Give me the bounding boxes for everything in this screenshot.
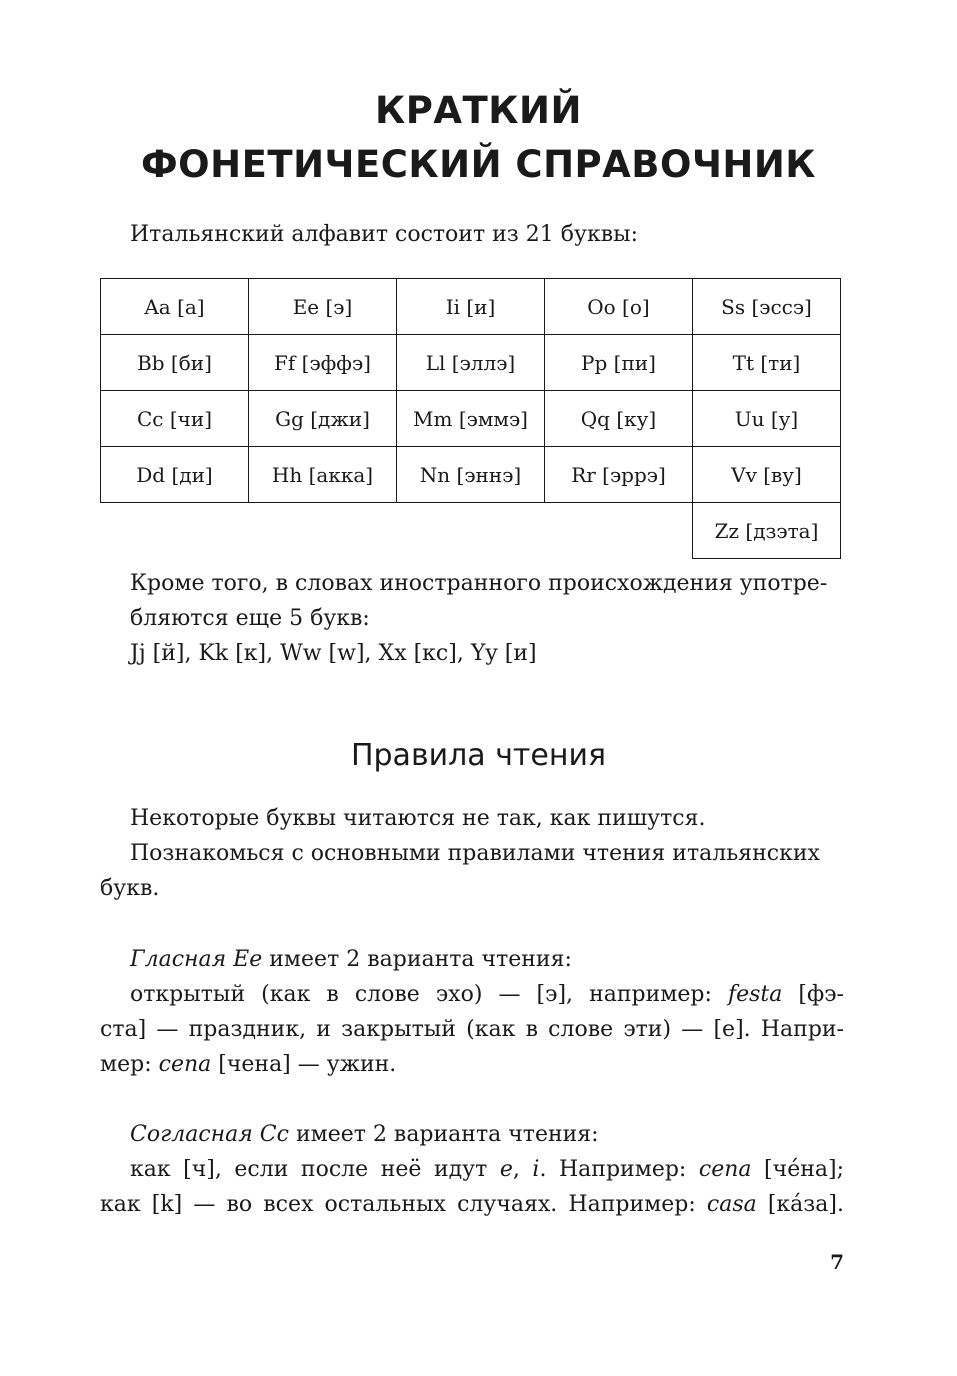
page-title-line-1: КРАТКИЙ [375,89,582,132]
letter-cell: Ss [эссэ] [693,279,841,335]
letter-cell: Qq [ку] [545,391,693,447]
letter-cell: Vv [ву] [693,447,841,503]
consonant-c-paragraph [100,1152,844,1222]
page-number: 7 [830,1250,844,1274]
alphabet-intro: Итальянский алфавит состоит из 21 буквы: [130,222,639,247]
text-run: мер: [100,1052,159,1077]
letter-cell: Bb [би] [101,335,249,391]
example-letter: i [532,1157,540,1182]
letter-cell: Zz [дзэта] [693,503,841,559]
letter-cell: Ff [эффэ] [249,335,397,391]
text-run: [фэ- [782,982,844,1007]
table-row [101,447,841,503]
example-word: cena [158,1052,212,1077]
foreign-letters-paragraph [130,566,844,671]
text-line [100,1187,844,1222]
example-word: cena [698,1157,752,1182]
vowel-e-heading [130,942,844,977]
letter-cell: Ll [эллэ] [397,335,545,391]
text-line: Jj [й], Kk [к], Ww [w], Xx [кс], Yy [и] [130,641,537,666]
letter-cell: Hh [акка] [249,447,397,503]
table-row [101,503,841,559]
letter-cell: Gg [джи] [249,391,397,447]
empty-cell [101,503,249,559]
text-run: открытый (как в слове эхо) — [э], например: [130,982,728,1007]
text-line [100,1152,844,1187]
letter-cell: Rr [эррэ] [545,447,693,503]
letter-cell: Dd [ди] [101,447,249,503]
example-word: casa [706,1192,757,1217]
letter-cell: Nn [эннэ] [397,447,545,503]
vowel-e-label: Гласная Ee [130,947,263,972]
text-line: Кроме того, в словах иностранного происхождения употре- [130,571,828,596]
text-line: бляются еще 5 букв: [130,606,370,631]
example-letter: e [499,1157,513,1182]
letter-cell: Pp [пи] [545,335,693,391]
text-line [100,1047,844,1082]
text-run: [чена] — ужин. [211,1052,397,1077]
empty-cell [545,503,693,559]
rules-intro-paragraph [100,801,844,906]
table-row [101,335,841,391]
empty-cell [249,503,397,559]
text-run: как [ч], если после неё идут [130,1157,500,1182]
text-line: Некоторые буквы читаются не так, как пишутся. [130,806,706,831]
text-line: Познакомься с основными правилами чтения итальянских [130,841,820,866]
page-title-line-2: ФОНЕТИЧЕСКИЙ СПРАВОЧНИК [140,143,817,186]
consonant-c-label: Согласная Cc [130,1122,289,1147]
example-word: festa [727,982,783,1007]
letter-cell: Mm [эммэ] [397,391,545,447]
letter-cell: Oo [о] [545,279,693,335]
text-run: . Например: [539,1157,699,1182]
letter-cell: Ee [э] [249,279,397,335]
letter-cell: Cc [чи] [101,391,249,447]
page-title [0,84,957,192]
table-row [101,279,841,335]
consonant-c-heading-text: имеет 2 варианта чтения: [288,1122,599,1147]
section-title: Правила чтения [350,738,607,773]
empty-cell [397,503,545,559]
table-row [101,391,841,447]
letter-cell: Aa [а] [101,279,249,335]
consonant-c-heading [130,1117,844,1152]
alphabet-table [100,278,841,559]
text-line: букв. [100,876,160,901]
text-line: ста] — праздник, и закрытый (как в слове эти) — [е]. Напри- [100,1017,844,1042]
vowel-e-heading-text: имеет 2 варианта чтения: [262,947,572,972]
text-line [100,977,844,1012]
vowel-e-paragraph [100,977,844,1082]
letter-cell: Uu [у] [693,391,841,447]
text-run: [ка́за]. [756,1192,844,1217]
letter-cell: Ii [и] [397,279,545,335]
letter-cell: Tt [ти] [693,335,841,391]
text-run: [че́на]; [751,1157,844,1182]
text-run: как [k] — во всех остальных случаях. Например: [100,1192,707,1217]
text-run: , [512,1157,533,1182]
